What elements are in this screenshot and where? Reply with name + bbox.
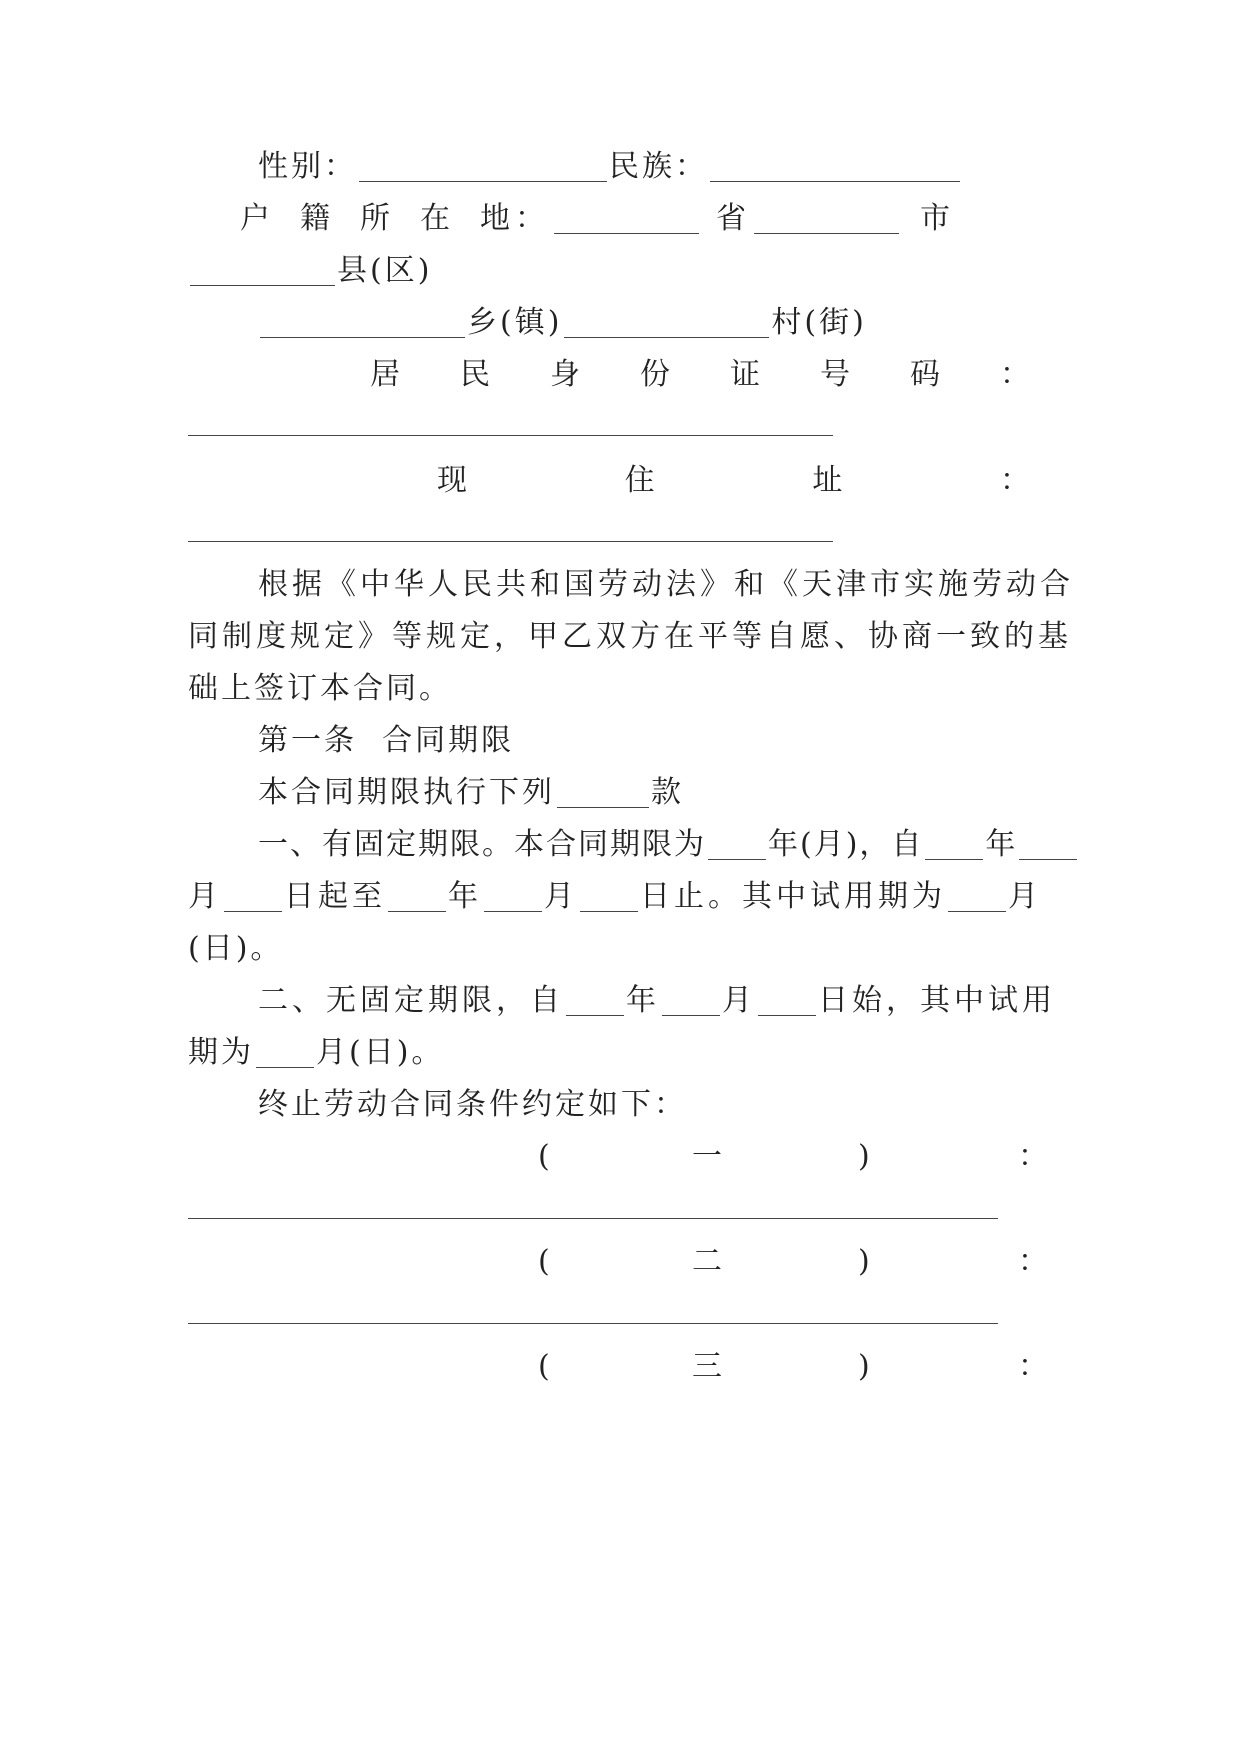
open-day-blank[interactable] — [758, 985, 816, 1016]
article-1-title: 第一条 合同期限 — [258, 723, 515, 758]
township-line — [258, 301, 1053, 345]
open-probation-blank[interactable] — [256, 1037, 314, 1068]
condition-2-label — [188, 1240, 1053, 1284]
fixed-term-text: 月 — [188, 879, 222, 914]
open-month-blank[interactable] — [662, 985, 720, 1016]
open-term-line-1 — [258, 979, 1056, 1023]
township-label: 乡(镇) — [467, 305, 563, 340]
address-char: 址 — [812, 463, 843, 498]
paren-close: ) — [858, 1139, 873, 1174]
id-char: 身 — [550, 357, 580, 392]
preamble-line-3: 础上签订本合同。 — [188, 671, 452, 706]
fixed-term-text: 年 — [985, 827, 1018, 862]
end-year-blank[interactable] — [388, 881, 446, 912]
id-char: 号 — [820, 357, 850, 392]
address-char: 住 — [624, 463, 655, 498]
open-term-text: 年 — [626, 983, 660, 1018]
hukou-char: 所 — [360, 201, 393, 236]
term-clause-blank[interactable] — [557, 777, 649, 808]
open-term-text: 二、无固定期限，自 — [258, 983, 564, 1018]
colon: ： — [1018, 1244, 1051, 1279]
condition-2-blank[interactable] — [188, 1323, 998, 1324]
id-number-blank[interactable] — [188, 435, 833, 436]
condition-number: 三 — [692, 1349, 725, 1384]
id-char: 证 — [730, 357, 760, 392]
preamble-line-2: 同制度规定》等规定，甲乙双方在平等自愿、协商一致的基 — [188, 619, 1072, 654]
preamble-line-1: 根据《中华人民共和国劳动法》和《天津市实施劳动合 — [258, 567, 1074, 602]
address-label-line — [437, 459, 1030, 503]
open-term-line-2 — [188, 1031, 1053, 1075]
city-label: 市 — [920, 201, 953, 236]
id-char: 码 — [910, 357, 940, 392]
colon: ： — [1018, 1139, 1051, 1174]
start-month-blank[interactable] — [1019, 829, 1077, 860]
paren-open: ( — [538, 1349, 553, 1384]
county-line — [188, 249, 1053, 293]
open-term-text: 月(日)。 — [316, 1035, 445, 1070]
paren-open: ( — [538, 1244, 553, 1279]
address-char: ： — [999, 463, 1030, 498]
start-year-blank[interactable] — [925, 829, 983, 860]
fixed-term-text: 月 — [544, 879, 578, 914]
fixed-term-text: 月 — [1008, 879, 1042, 914]
village-blank[interactable] — [564, 307, 769, 338]
term-length-blank[interactable] — [708, 829, 766, 860]
id-char: ： — [1000, 357, 1030, 392]
end-month-blank[interactable] — [484, 881, 542, 912]
open-term-text: 月 — [722, 983, 756, 1018]
address-char: 现 — [437, 463, 467, 498]
province-label: 省 — [716, 201, 749, 236]
id-number-label-line — [370, 353, 1030, 397]
id-char: 居 — [370, 357, 400, 392]
term-selection-line — [258, 771, 1053, 815]
hukou-char: 地 — [480, 201, 513, 236]
end-day-blank[interactable] — [580, 881, 638, 912]
address-blank[interactable] — [188, 541, 833, 542]
province-blank[interactable] — [554, 203, 699, 234]
id-char: 份 — [640, 357, 670, 392]
condition-3-label — [188, 1345, 1053, 1389]
paren-close: ) — [858, 1349, 873, 1384]
condition-number: 一 — [692, 1139, 725, 1174]
gender-blank[interactable] — [359, 151, 607, 182]
id-char: 民 — [460, 357, 490, 392]
paren-close: ) — [858, 1244, 873, 1279]
hukou-char: 户 — [240, 201, 273, 236]
fixed-term-text: 日止。其中试用期为 — [640, 879, 946, 914]
ethnicity-blank[interactable] — [710, 151, 960, 182]
paren-open: ( — [538, 1139, 553, 1174]
gender-label: 性别： — [258, 149, 357, 184]
condition-number: 二 — [692, 1244, 725, 1279]
hukou-char: 籍 — [300, 201, 333, 236]
probation-blank[interactable] — [948, 881, 1006, 912]
condition-1-label — [188, 1135, 1053, 1179]
open-term-text: 期为 — [188, 1035, 254, 1070]
start-day-blank[interactable] — [224, 881, 282, 912]
township-blank[interactable] — [260, 307, 465, 338]
hukou-line — [240, 197, 1053, 241]
term-suffix: 款 — [651, 775, 684, 810]
gender-ethnicity-line — [258, 145, 1053, 189]
open-year-blank[interactable] — [566, 985, 624, 1016]
term-prefix: 本合同期限执行下列 — [258, 775, 555, 810]
termination-heading: 终止劳动合同条件约定如下： — [258, 1087, 687, 1122]
hukou-char: ： — [515, 201, 548, 236]
fixed-term-text: 日起至 — [284, 879, 386, 914]
fixed-term-line-2 — [188, 875, 1053, 919]
fixed-term-line-3: (日)。 — [188, 931, 284, 966]
village-label: 村(街) — [771, 305, 867, 340]
open-term-text: 日始，其中试用 — [818, 983, 1056, 1018]
hukou-char: 在 — [420, 201, 453, 236]
county-label: 县(区) — [337, 253, 433, 288]
county-blank[interactable] — [190, 255, 335, 286]
city-blank[interactable] — [754, 203, 899, 234]
fixed-term-text: 一、有固定期限。本合同期限为 — [258, 827, 706, 862]
fixed-term-text: 年 — [448, 879, 482, 914]
colon: ： — [1018, 1349, 1051, 1384]
fixed-term-line-1 — [258, 823, 1053, 867]
fixed-term-text: 年(月)，自 — [768, 827, 924, 862]
ethnicity-label: 民族： — [609, 149, 708, 184]
condition-1-blank[interactable] — [188, 1218, 998, 1219]
